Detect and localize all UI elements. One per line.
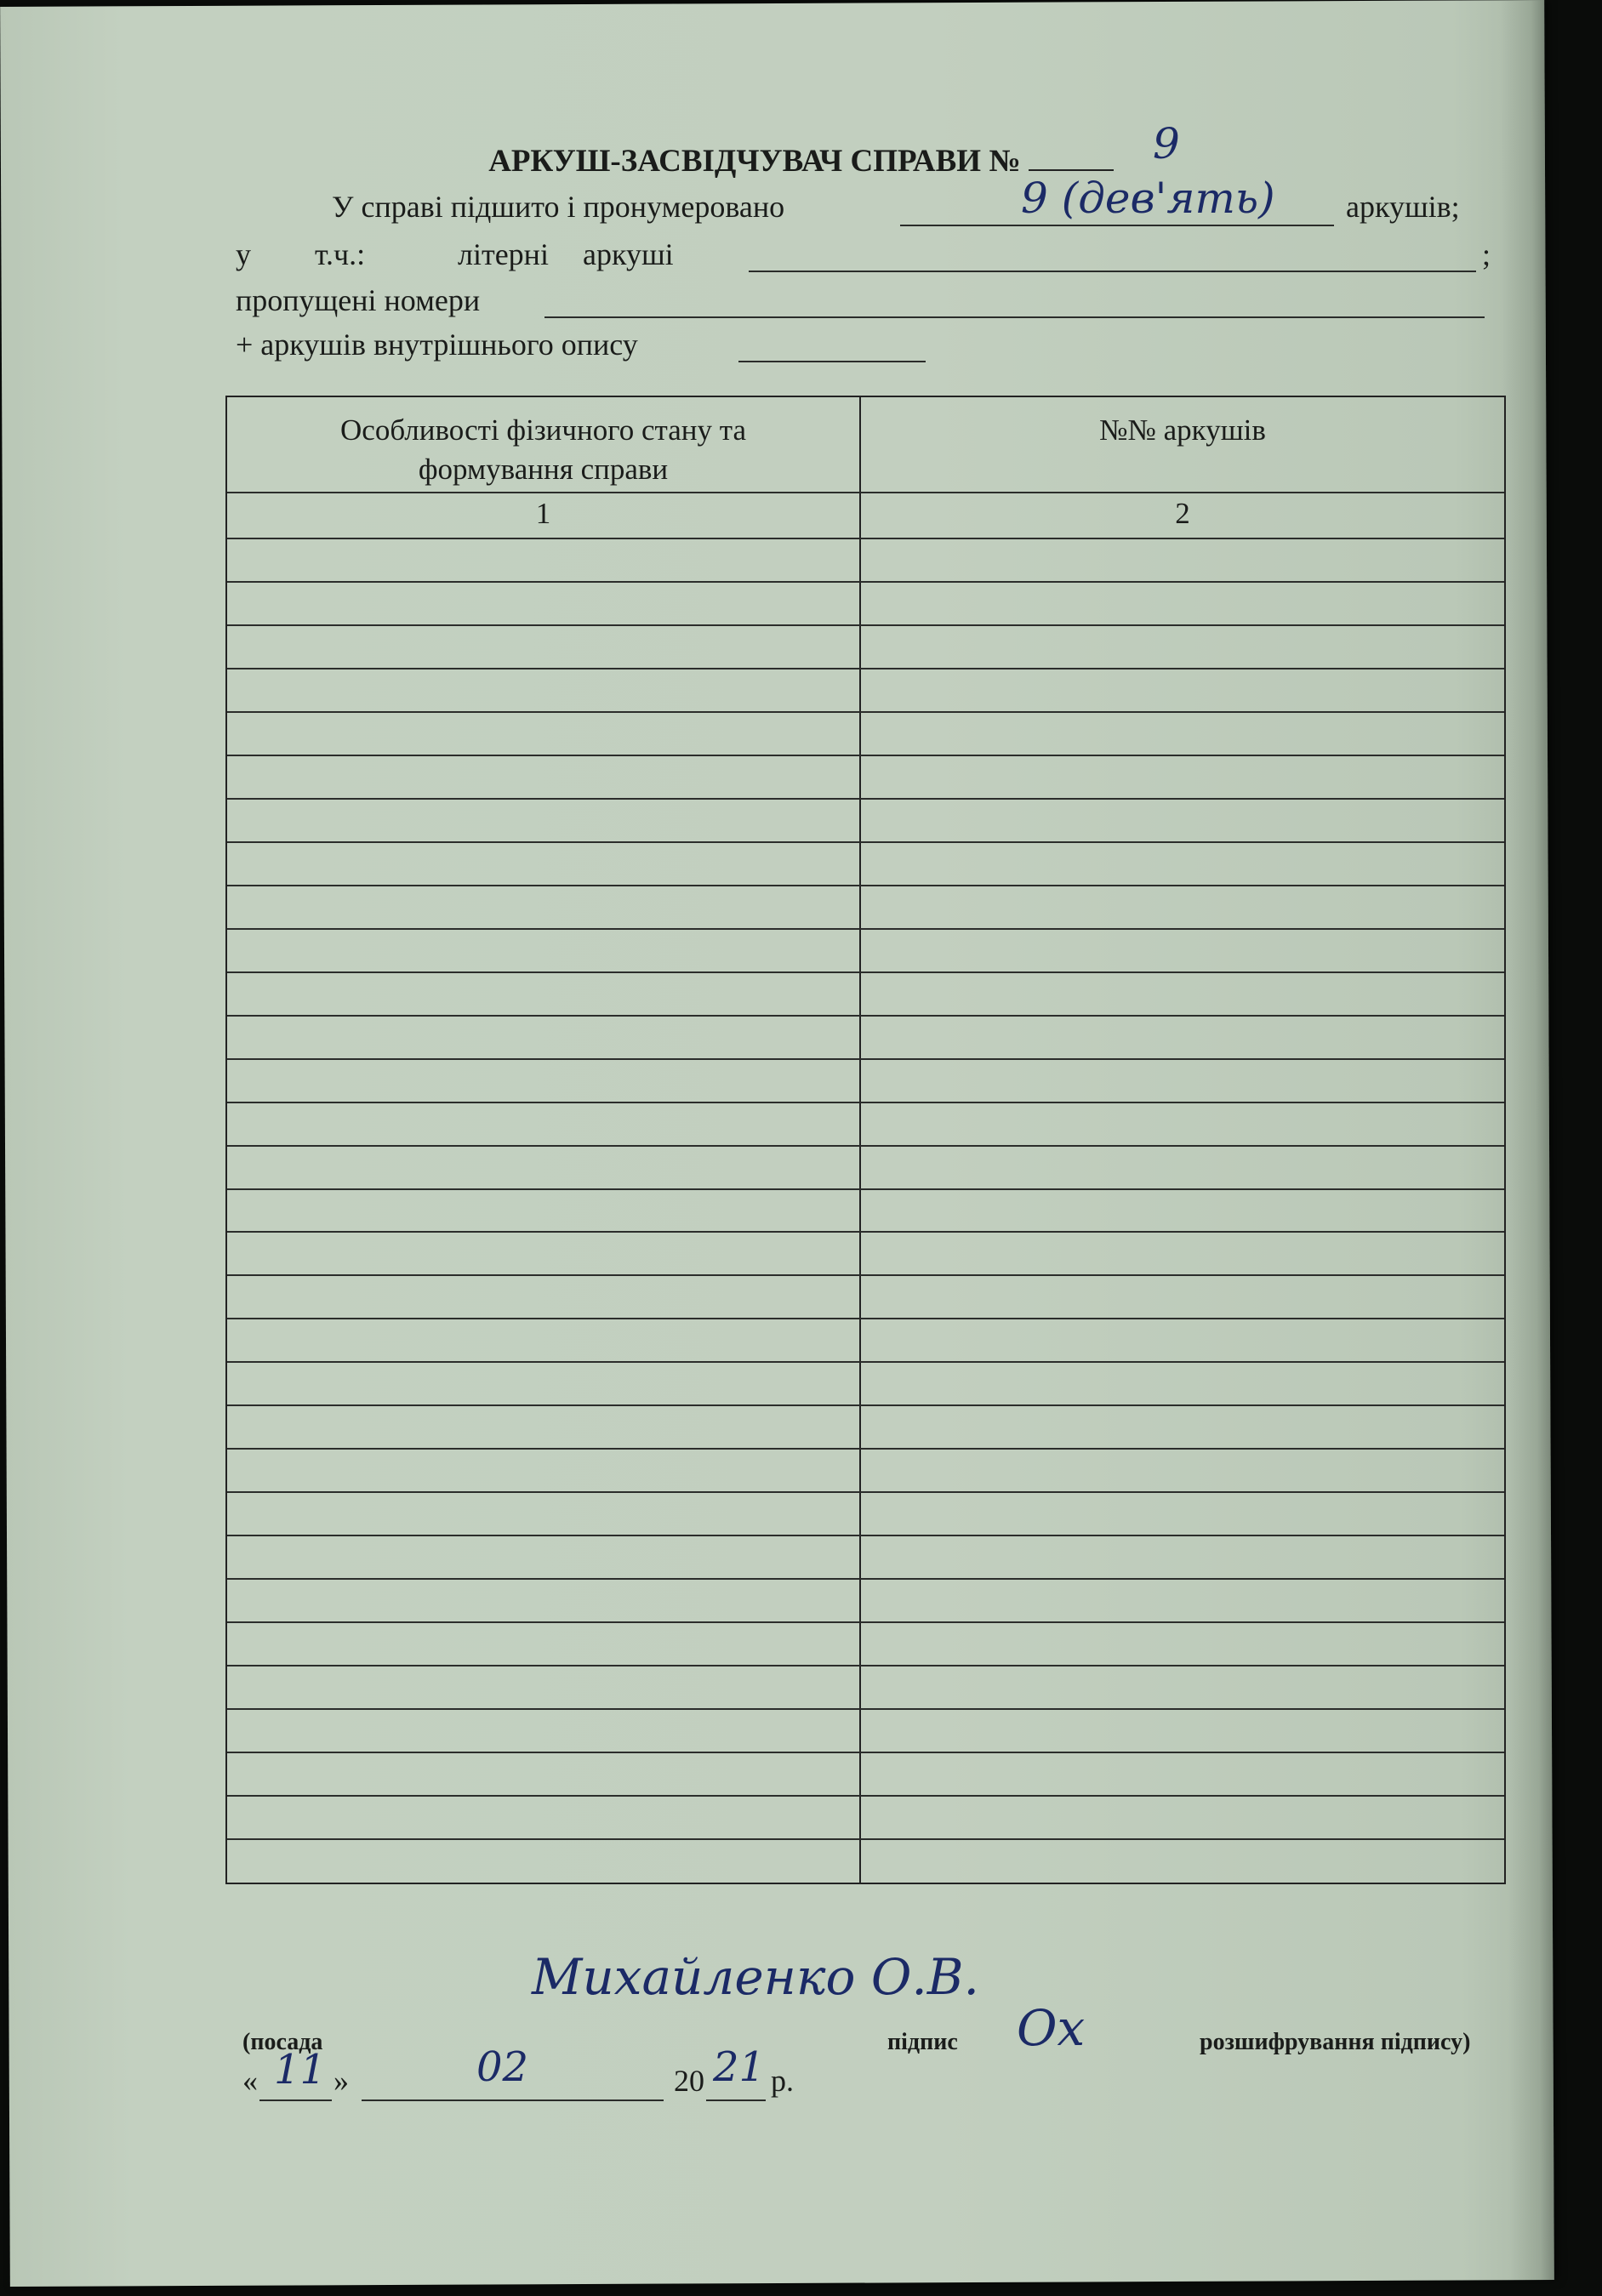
date-month-handwritten: 02 bbox=[476, 2043, 529, 2091]
signer-name-handwritten: Михайленко О.В. bbox=[532, 1948, 979, 2006]
header-rule bbox=[227, 492, 1504, 493]
table-row bbox=[227, 1578, 1504, 1580]
table-row bbox=[227, 668, 1504, 669]
column-number-1: 1 bbox=[535, 497, 551, 530]
table-row bbox=[227, 1102, 1504, 1103]
table-row bbox=[227, 624, 1504, 626]
decode-label: розшифрування підпису) bbox=[1200, 2029, 1471, 2055]
missing-numbers-label: пропущені номери bbox=[236, 283, 481, 317]
table-row bbox=[227, 928, 1504, 930]
column-number-2: 2 bbox=[1175, 497, 1190, 530]
date-year-end: р. bbox=[771, 2064, 794, 2098]
date-close-quote: » bbox=[334, 2064, 349, 2098]
table-row bbox=[227, 1708, 1504, 1710]
inventory-label: + аркушів внутрішнього опису bbox=[236, 328, 638, 362]
date-year-handwritten: 21 bbox=[713, 2043, 766, 2091]
table-row bbox=[227, 1231, 1504, 1233]
page-title bbox=[0, 143, 1602, 179]
table-row bbox=[227, 1015, 1504, 1017]
table-header-col1 bbox=[227, 411, 859, 489]
incl-arkushi: аркуші bbox=[583, 237, 674, 271]
table-row bbox=[227, 755, 1504, 756]
column-divider bbox=[859, 397, 861, 1883]
missing-numbers-line bbox=[544, 282, 1485, 318]
table-row bbox=[227, 581, 1504, 583]
incl-end: ; bbox=[1482, 237, 1491, 271]
table-row bbox=[227, 1665, 1504, 1666]
table-row bbox=[227, 1621, 1504, 1623]
letter-sheets-line bbox=[749, 236, 1476, 272]
table-row bbox=[227, 1448, 1504, 1450]
table-row bbox=[227, 1795, 1504, 1797]
table-row bbox=[227, 1318, 1504, 1319]
inventory-line bbox=[738, 327, 926, 362]
title-text: АРКУШ-ЗАСВІДЧУВАЧ СПРАВИ № bbox=[488, 144, 1021, 179]
col1-header-line2: формування справи bbox=[418, 453, 669, 486]
table-row bbox=[227, 1145, 1504, 1147]
table-row bbox=[227, 798, 1504, 800]
table-row bbox=[227, 1404, 1504, 1406]
signature-label: підпис bbox=[887, 2029, 958, 2055]
table-row bbox=[227, 711, 1504, 713]
table-row bbox=[227, 885, 1504, 886]
table-row bbox=[227, 1188, 1504, 1190]
table-row bbox=[227, 1491, 1504, 1493]
sewn-prefix: У справі підшито і пронумеровано bbox=[332, 190, 785, 224]
table-row bbox=[227, 1058, 1504, 1060]
case-number-line bbox=[1029, 144, 1114, 171]
sewn-count-handwritten: 9 (дев'ять) bbox=[1021, 174, 1275, 223]
table-row bbox=[227, 1361, 1504, 1363]
paper-edge-shadow bbox=[1500, 0, 1554, 2280]
table-header-col2: №№ аркушів bbox=[1099, 413, 1266, 447]
table-row bbox=[227, 1535, 1504, 1536]
date-open-quote: « bbox=[242, 2064, 258, 2098]
date-year-prefix: 20 bbox=[674, 2064, 704, 2098]
table-row bbox=[227, 1274, 1504, 1276]
table-row bbox=[227, 1752, 1504, 1753]
position-label: (посада bbox=[242, 2029, 323, 2055]
table-row bbox=[227, 971, 1504, 973]
table-row bbox=[227, 1838, 1504, 1840]
incl-literni: літерні bbox=[458, 237, 549, 271]
signature-mark: Ох bbox=[1017, 1999, 1086, 2057]
physical-state-table bbox=[225, 396, 1506, 1884]
case-number-handwritten: 9 bbox=[1153, 119, 1180, 168]
incl-y: у bbox=[236, 237, 251, 271]
incl-tch: т.ч.: bbox=[315, 237, 366, 271]
col1-header-line1: Особливості фізичного стану та bbox=[340, 413, 746, 447]
date-day-handwritten: 11 bbox=[274, 2046, 327, 2094]
sewn-suffix: аркушів; bbox=[1346, 190, 1460, 224]
table-row bbox=[227, 538, 1504, 539]
table-row bbox=[227, 841, 1504, 843]
